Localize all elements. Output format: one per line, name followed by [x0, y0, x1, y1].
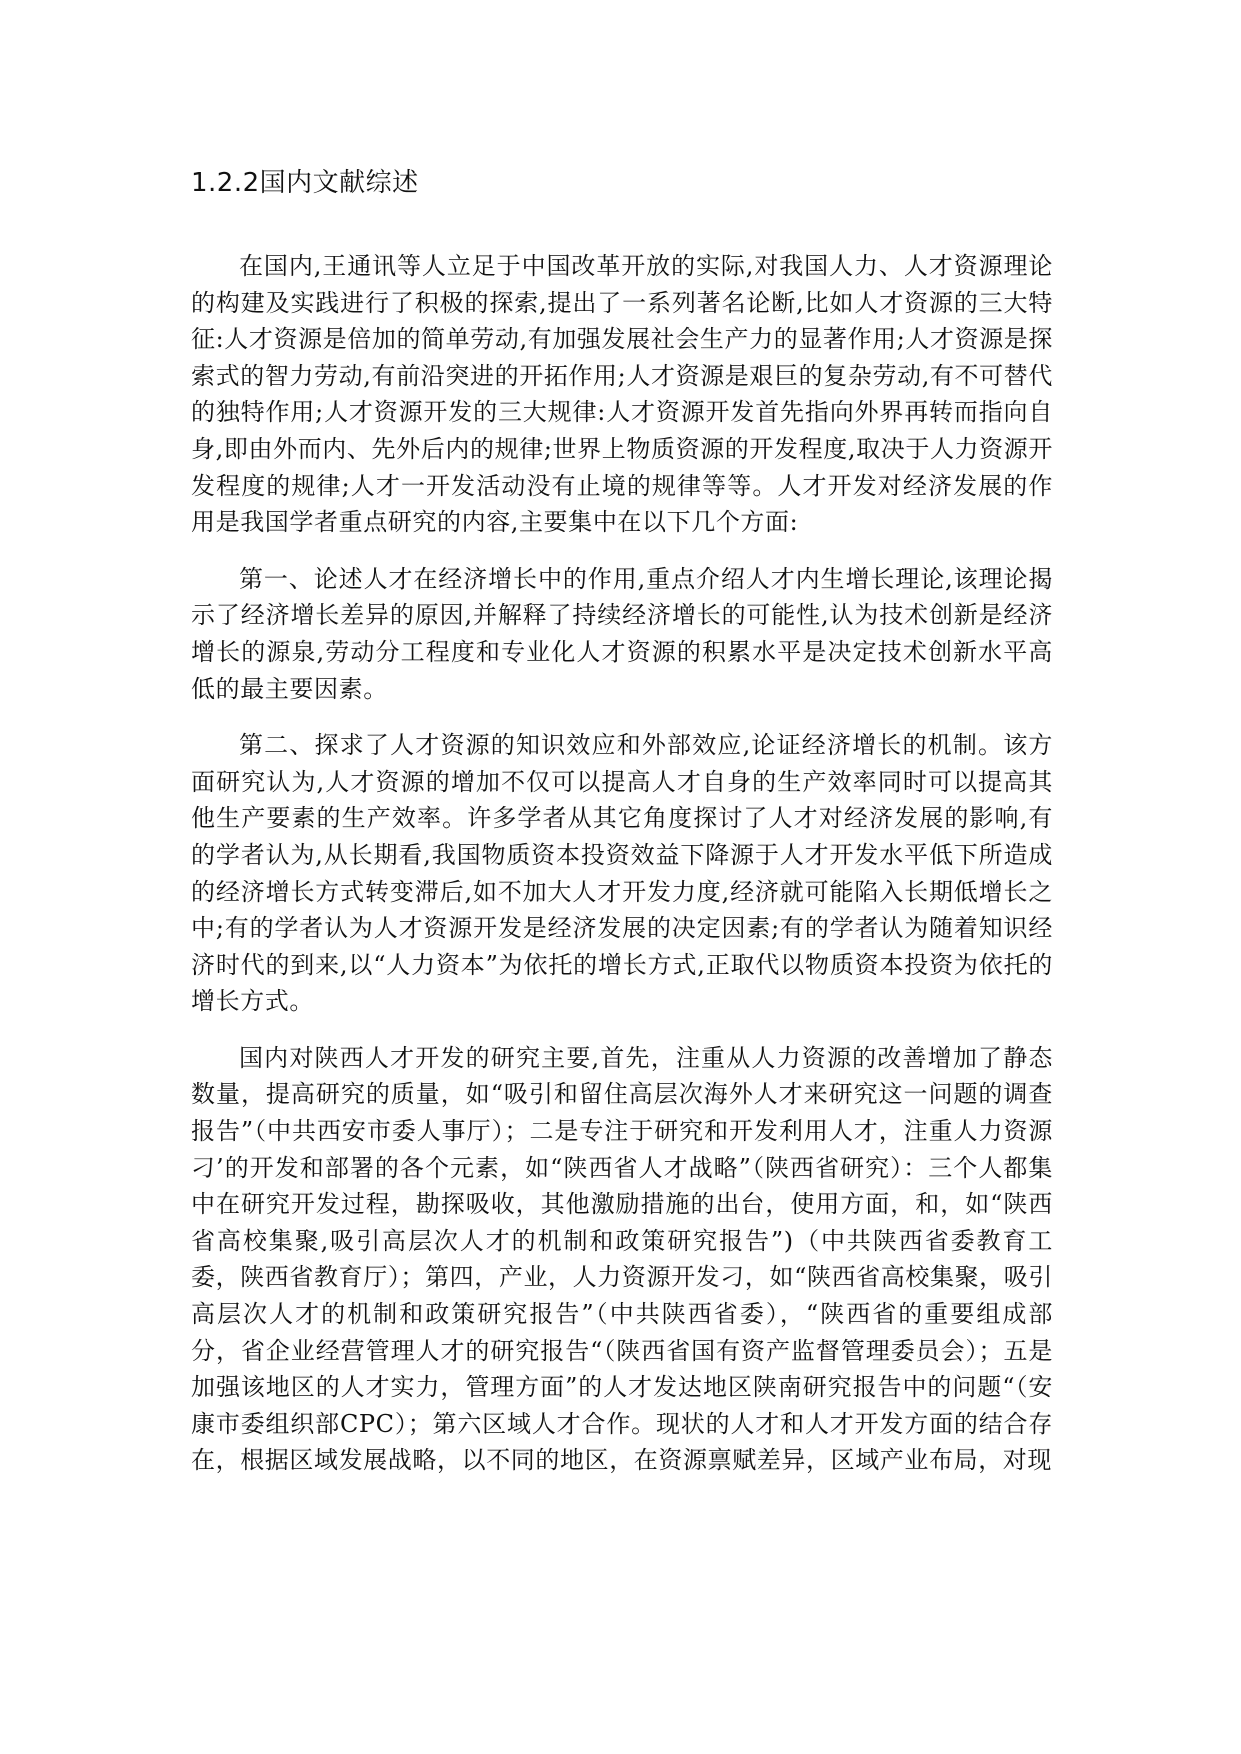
paragraph-shaanxi-research: 国内对陕西人才开发的研究主要,首先，注重从人力资源的改善增加了静态数量，提高研究的质量，如“吸引和留住高层次海外人才来研究这一问题的调查报告”（中共西安市委人事厅）；二是专注于研究和开发利用人才，注重人力资源刁’的开发和部署的各个元素，如“陕西省人才战略”（陕西省研究）：三个人都集中在研究开发过程，勘探吸收，其他激励措施的出台，使用方面，和，如“陕西省高校集聚,吸引高层次人才的机制和政策研究报告”)（中共陕西省委教育工委，陕西省教育厅）；第四，产业，人力资源开发刁，如“陕西省高校集聚，吸引高层次人才的机制和政策研究报告”（中共陕西省委），“陕西省的重要组成部分，省企业经营管理人才的研究报告“（陕西省国有资产监督管理委员会）；五是加强该地区的人才实力，管理方面”的人才发达地区陕南研究报告中的问题“（安康市委组织部CPC）；第六区域人才合作。现状的人才和人才开发方面的结合存在，根据区域发展战略，以不同的地区，在资源禀赋差异，区域产业布局，对现: [191, 1043, 1053, 1475]
paragraph-second-point: 第二、探求了人才资源的知识效应和外部效应,论证经济增长的机制。该方面研究认为,人才资源的增加不仅可以提高人才自身的生产效率同时可以提高其他生产要素的生产效率。许多学者从其它角度探讨了人才对经济发展的影响,有的学者认为,从长期看,我国物质资本投资效益下降源于人才开发水平低下所造成的经济增长方式转变滞后,如不加大人才开发力度,经济就可能陷入长期低增长之中;有的学者认为人才资源开发是经济发展的决定因素;有的学者认为随着知识经济时代的到来,以“人力资本”为依托的增长方式,正取代以物质资本投资为依托的增长方式。: [191, 731, 1053, 1016]
section-heading: 1.2.2国内文献综述: [191, 168, 419, 198]
paragraph-first-point: 第一、论述人才在经济增长中的作用,重点介绍人才内生增长理论,该理论揭示了经济增长差异的原因,并解释了持续经济增长的可能性,认为技术创新是经济增长的源泉,劳动分工程度和专业化人才资源的积累水平是决定技术创新水平高低的最主要因素。: [191, 564, 1053, 703]
paragraph-domestic-research-overview: 在国内,王通讯等人立足于中国改革开放的实际,对我国人力、人才资源理论的构建及实践进行了积极的探索,提出了一系列著名论断,比如人才资源的三大特征:人才资源是倍加的简单劳动,有加强发展社会生产力的显著作用;人才资源是探索式的智力劳动,有前沿突进的开拓作用;人才资源是艰巨的复杂劳动,有不可替代的独特作用;人才资源开发的三大规律:人才资源开发首先指向外界再转而指向自身,即由外而内、先外后内的规律;世界上物质资源的开发程度,取决于人力资源开发程度的规律;人才一开发活动没有止境的规律等等。人才开发对经济发展的作用是我国学者重点研究的内容,主要集中在以下几个方面:: [191, 252, 1053, 537]
body-text: [191, 248, 1053, 1489]
